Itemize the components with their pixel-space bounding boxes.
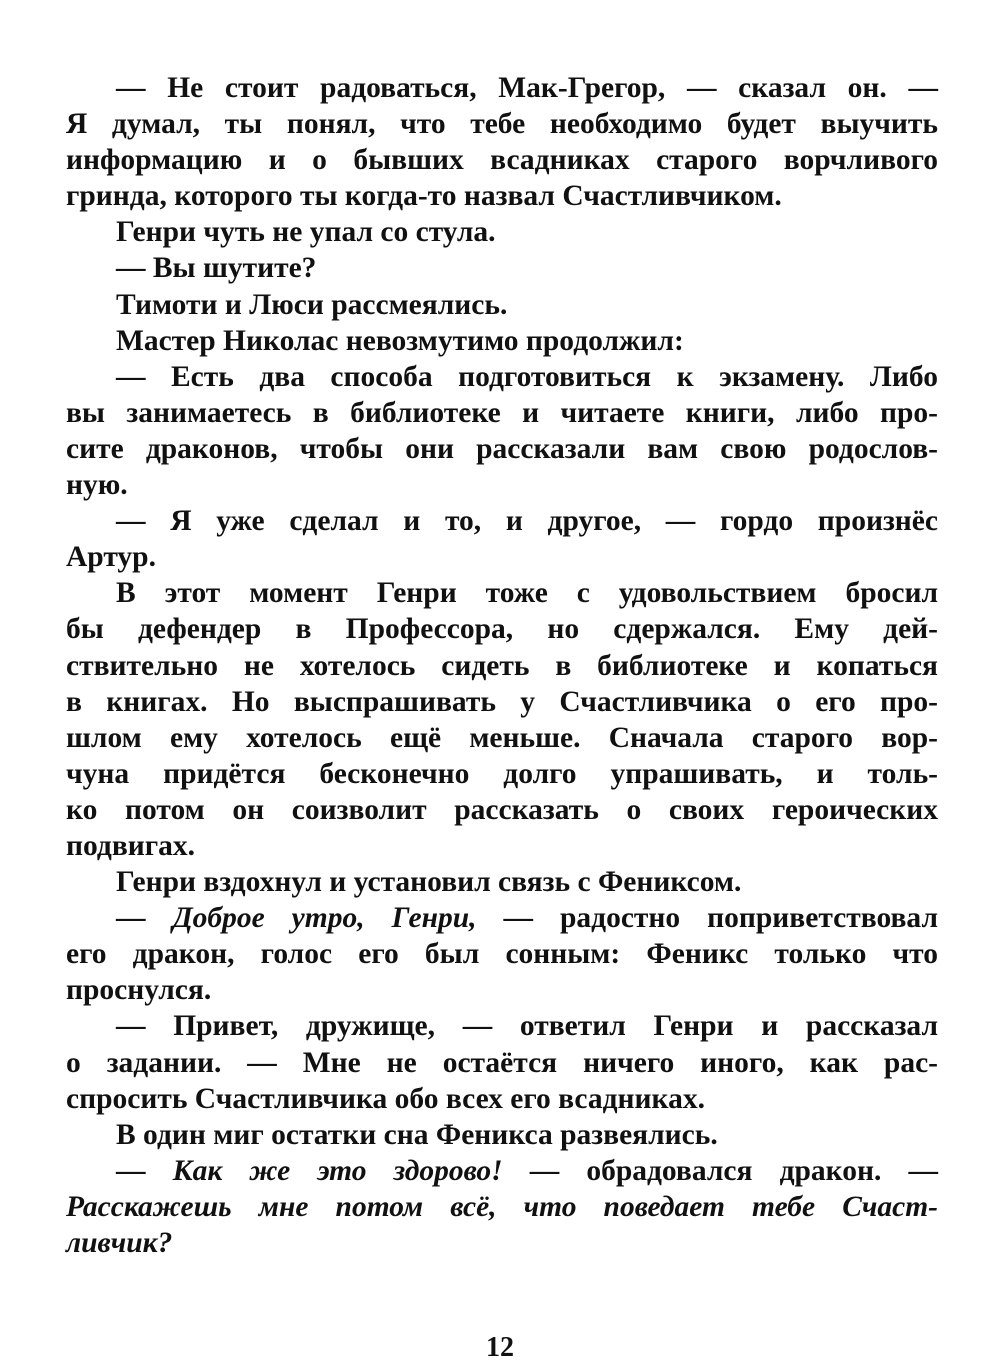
text-segment: — Я уже сделал и то, и другое, — гордо произнёс xyxy=(116,505,938,538)
page-number: 12 xyxy=(486,1332,514,1363)
text-segment: проснулся. xyxy=(66,974,212,1007)
text-line xyxy=(66,611,938,647)
text-segment: Генри вздохнул и установил связь с Фениксом. xyxy=(116,866,742,899)
text-segment: ко потом он соизволит рассказать о своих героических xyxy=(66,793,938,826)
text-segment: — Привет, дружище, — ответил Генри и рассказал xyxy=(116,1010,938,1043)
book-page-text xyxy=(66,70,938,1261)
text-line xyxy=(66,1153,938,1189)
text-line xyxy=(66,503,938,539)
text-line xyxy=(66,936,938,972)
text-line xyxy=(66,142,938,178)
text-segment: шлом ему хотелось ещё меньше. Сначала старого вор- xyxy=(66,721,938,754)
text-line xyxy=(66,214,938,250)
text-line xyxy=(66,287,938,323)
text-segment: бы дефендер в Профессора, но сдержался. Ему дей- xyxy=(66,613,938,646)
text-line xyxy=(66,395,938,431)
text-segment: В один миг остатки сна Феникса развеялись. xyxy=(116,1118,718,1151)
text-segment: — xyxy=(116,1154,173,1187)
text-segment: подвигах. xyxy=(66,829,196,862)
text-line xyxy=(66,756,938,792)
text-segment: сите драконов, чтобы они рассказали вам свою родослов- xyxy=(66,432,938,465)
text-segment: вы занимаетесь в библиотеке и читаете книги, либо про- xyxy=(66,396,938,429)
italic-dialogue-segment: Доброе утро, Генри, xyxy=(172,902,477,935)
text-line xyxy=(66,323,938,359)
text-container xyxy=(66,70,938,1261)
text-line xyxy=(66,1189,938,1225)
text-line xyxy=(66,1045,938,1081)
text-line xyxy=(66,828,938,864)
text-line xyxy=(66,792,938,828)
text-segment: чуна придётся бесконечно долго упрашивать, и толь- xyxy=(66,757,938,790)
text-line xyxy=(66,900,938,936)
text-segment: Генри чуть не упал со стула. xyxy=(116,216,496,249)
text-line xyxy=(66,250,938,286)
text-line xyxy=(66,431,938,467)
text-segment: ствительно не хотелось сидеть в библиотеке и копаться xyxy=(66,649,938,682)
text-segment: Артур. xyxy=(66,541,156,574)
italic-dialogue-segment: Как же это здорово! xyxy=(172,1154,503,1187)
text-line xyxy=(66,972,938,1008)
text-line xyxy=(66,720,938,756)
italic-dialogue-segment: Расскажешь мне потом всё, что поведает тебе Счаст- xyxy=(66,1190,938,1223)
text-segment: Мастер Николас невозмутимо продолжил: xyxy=(116,324,684,357)
text-line xyxy=(66,648,938,684)
italic-dialogue-segment: ливчик? xyxy=(66,1227,173,1259)
text-line xyxy=(66,178,938,214)
text-segment: Я думал, ты понял, что тебе необходимо будет выучить xyxy=(66,108,938,141)
text-segment: гринда, которого ты когда-то назвал Счастливчиком. xyxy=(66,180,782,213)
text-line xyxy=(66,684,938,720)
text-segment: В этот момент Генри тоже с удовольствием бросил xyxy=(116,577,938,610)
text-line xyxy=(66,1081,938,1117)
text-line xyxy=(66,1225,938,1261)
text-line xyxy=(66,1117,938,1153)
text-segment: — Вы шутите? xyxy=(116,252,317,285)
text-segment: — xyxy=(116,902,173,935)
text-segment: спросить Счастливчика обо всех его всадниках. xyxy=(66,1082,705,1115)
text-segment: — радостно поприветствовал xyxy=(476,902,938,935)
text-segment: — Есть два способа подготовиться к экзамену. Либо xyxy=(116,360,938,393)
text-segment: его дракон, голос его был сонным: Феникс только что xyxy=(66,938,938,971)
text-line xyxy=(66,106,938,142)
text-line xyxy=(66,359,938,395)
text-segment: — обрадовался дракон. — xyxy=(502,1154,938,1187)
text-segment: ную. xyxy=(66,469,128,502)
text-segment: информацию и о бывших всадниках старого ворчливого xyxy=(66,144,938,177)
text-segment: о задании. — Мне не остаётся ничего иного, как рас- xyxy=(66,1046,938,1079)
text-line xyxy=(66,1008,938,1044)
text-line xyxy=(66,467,938,503)
text-line xyxy=(66,70,938,106)
text-segment: Тимоти и Люси рассмеялись. xyxy=(116,288,508,321)
text-line xyxy=(66,575,938,611)
text-line xyxy=(66,539,938,575)
text-segment: — Не стоит радоваться, Мак-Грегор, — сказал он. — xyxy=(116,72,938,104)
text-segment: в книгах. Но выспрашивать у Счастливчика о его про- xyxy=(66,685,938,718)
text-line xyxy=(66,864,938,900)
